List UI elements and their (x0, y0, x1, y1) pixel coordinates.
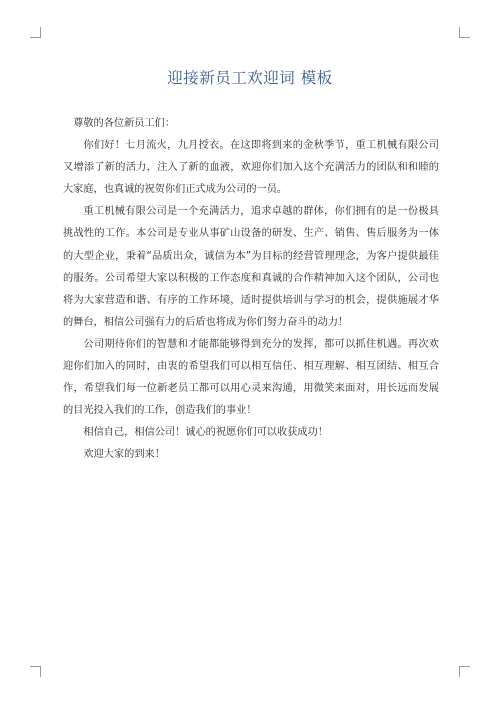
crop-mark-bottom-right (459, 666, 470, 677)
paragraph-expectations: 公司期待你们的智慧和才能都能够得到充分的发挥，都可以抓住机遇。再次欢迎你们加入的同时，由衷的希望我们可以相互信任、相互理解、相互团结、相互合作，希望我们每一位新老员工都可以用心灵来沟通，用微笑来面对，用长远而发展的目光投入我们的工作，创造我们的事业！ (63, 338, 439, 417)
paragraph-welcome: 欢迎大家的到来！ (83, 449, 165, 461)
document-title: 迎接新员工欢迎词 模板 (167, 69, 333, 87)
salutation: 尊敬的各位新员工们： (73, 118, 176, 129)
document-body (63, 113, 439, 467)
paragraph-company-intro: 重工机械有限公司是一个充满活力，追求卓越的群体，你们拥有的是一份极具挑战性的工作。本公司是专业从事矿山设备的研发、生产、销售、售后服务为一体的大型企业，秉着“品质出众，诚信为本”为目标的经营管理理念，为客户提供最佳的服务。公司希望大家以积极的工作态度和真诚的合作精神加入这个团队，公司也将为大家营造和谐、有序的工作环境，适时提供培训与学习的机会，提供施展才华的舞台，相信公司强有力的后盾也将成为你们努力奋斗的动力！ (63, 206, 439, 328)
paragraph-greeting: 你们好！七月流火，九月授衣。在这即将到来的金秋季节，重工机械有限公司又增添了新的活力，注入了新的血液，欢迎你们加入这个充满活力的团队和和睦的大家庭，也真诚的祝贺你们正式成为公司的一员。 (63, 140, 439, 196)
crop-mark-top-right (459, 27, 470, 38)
crop-mark-bottom-left (30, 666, 41, 677)
crop-mark-top-left (30, 27, 41, 38)
paragraph-encouragement: 相信自己，相信公司！诚心的祝愿你们可以收获成功！ (83, 427, 328, 439)
